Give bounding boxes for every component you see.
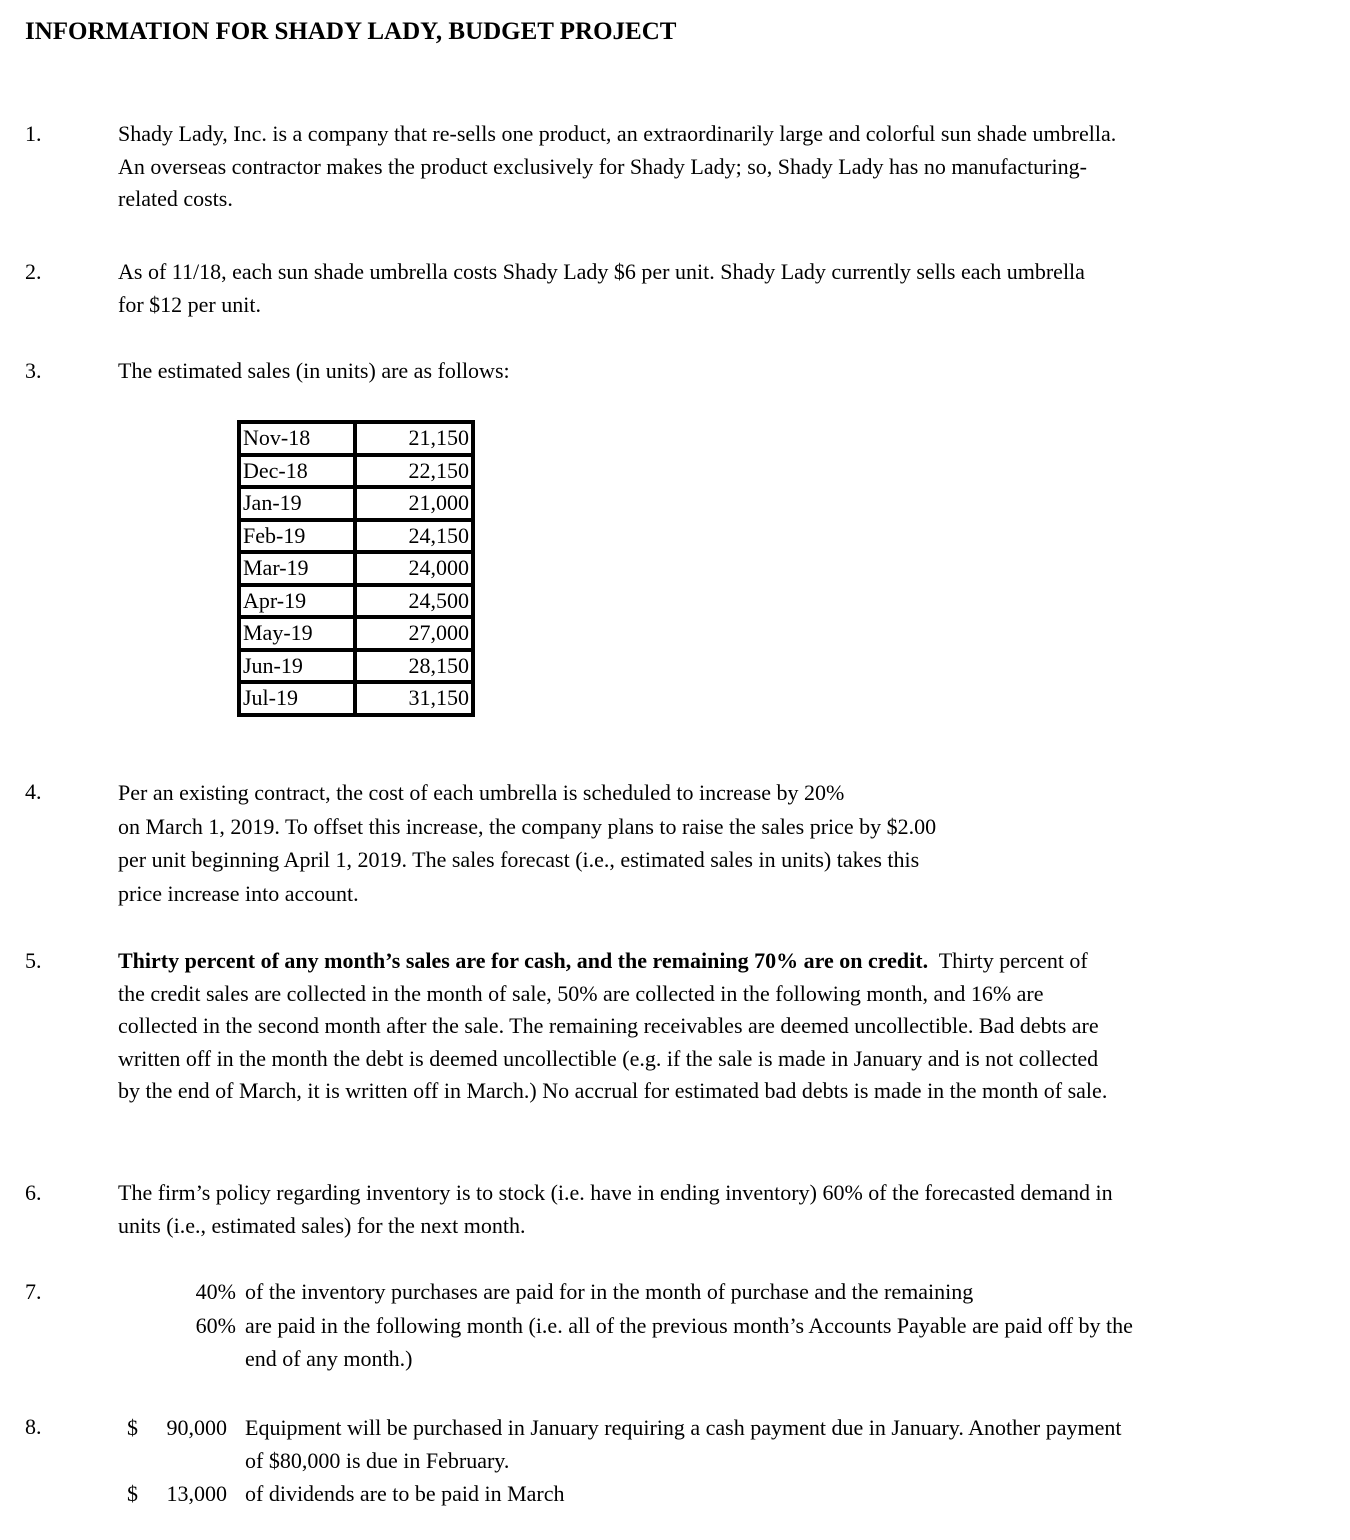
month-cell: Dec-18 <box>241 457 353 486</box>
item-7-number: 7. <box>25 1279 42 1304</box>
units-cell: 24,500 <box>357 587 471 616</box>
table-row <box>241 619 471 648</box>
item-2-line: for $12 per unit. <box>118 291 261 317</box>
item-5-line: by the end of March, it is written off in March.) No accrual for estimated bad debts is made in the month of sale. <box>118 1078 1108 1103</box>
item-4-line: per unit beginning April 1, 2019. The sales forecast (i.e., estimated sales in units) takes this <box>118 847 920 872</box>
table-row <box>241 652 471 681</box>
item-8-row <box>0 1477 1350 1510</box>
document-title: INFORMATION FOR SHADY LADY, BUDGET PROJECT <box>25 18 677 45</box>
table-row <box>241 522 471 551</box>
item-5-line: collected in the second month after the sale. The remaining receivables are deemed uncollectible. Bad debts are <box>118 1013 1099 1038</box>
item-3-text <box>118 355 510 388</box>
item-1-number: 1. <box>25 121 42 146</box>
item-1-line: An overseas contractor makes the product exclusively for Shady Lady; so, Shady Lady has no manufacturing- <box>118 153 1087 179</box>
item-4-text <box>118 776 936 910</box>
item-2-line: As of 11/18, each sun shade umbrella costs Shady Lady $6 per unit. Shady Lady currently sells each umbrella <box>118 259 1085 284</box>
month-cell: Nov-18 <box>241 424 353 453</box>
item-8-text: of dividends are to be paid in March <box>245 1481 565 1506</box>
item-7-text: are paid in the following month (i.e. all of the previous month’s Accounts Payable are paid off by the <box>245 1313 1133 1338</box>
item-8-amount: 13,000 <box>166 1481 227 1506</box>
month-cell: Jun-19 <box>241 652 353 681</box>
item-3-line: The estimated sales (in units) are as follows: <box>118 358 510 383</box>
item-4-number: 4. <box>25 779 42 804</box>
item-8-text: Equipment will be purchased in January requiring a cash payment due in January. Another payment <box>245 1415 1122 1440</box>
item-5-number: 5. <box>25 948 42 973</box>
table-row <box>241 489 471 518</box>
item-4-line: Per an existing contract, the cost of each umbrella is scheduled to increase by 20% <box>118 780 845 805</box>
item-2-number: 2. <box>25 259 42 284</box>
item-4-line: price increase into account. <box>118 880 359 906</box>
item-6-number: 6. <box>25 1180 42 1205</box>
units-cell: 22,150 <box>357 457 471 486</box>
month-cell: May-19 <box>241 619 353 648</box>
table-row <box>241 684 471 713</box>
item-8-amount: 90,000 <box>166 1415 227 1440</box>
month-cell: Jul-19 <box>241 684 353 713</box>
month-cell: Jan-19 <box>241 489 353 518</box>
month-cell: Feb-19 <box>241 522 353 551</box>
table-row <box>241 554 471 583</box>
item-1-line: Shady Lady, Inc. is a company that re-sells one product, an extraordinarily large and colorful sun shade umbrella. <box>118 121 1117 146</box>
item-1-line: related costs. <box>118 186 233 211</box>
item-1-text <box>118 118 1116 216</box>
item-6-line: units (i.e., estimated sales) for the next month. <box>118 1212 526 1238</box>
month-cell: Apr-19 <box>241 587 353 616</box>
item-5-line: the credit sales are collected in the month of sale, 50% are collected in the following month, and 16% are <box>118 980 1044 1006</box>
units-cell: 24,150 <box>357 522 471 551</box>
item-7-percent: 60% <box>195 1313 236 1338</box>
item-4-line: on March 1, 2019. To offset this increase, the company plans to raise the sales price by $2.00 <box>118 813 937 839</box>
units-cell: 28,150 <box>357 652 471 681</box>
item-7-row <box>0 1343 1350 1375</box>
item-8-number: 8. <box>25 1414 42 1439</box>
item-8-row <box>0 1411 1350 1444</box>
item-7-percent: 40% <box>195 1279 236 1304</box>
item-5-bold-lead: Thirty percent of any month’s sales are for cash, and the remaining 70% are on credit. <box>118 948 929 973</box>
item-7-row <box>0 1310 1350 1342</box>
currency-symbol: $ <box>127 1415 138 1440</box>
item-5-first-line <box>118 945 1107 978</box>
item-5-text <box>118 945 1107 1108</box>
item-5-line: written off in the month the debt is deemed uncollectible (e.g. if the sale is made in January and is not collected <box>118 1045 1099 1071</box>
item-5-first-line-rest: Thirty percent of <box>928 948 1088 973</box>
item-6-line: The firm’s policy regarding inventory is to stock (i.e. have in ending inventory) 60% of the forecasted demand in <box>118 1180 1113 1205</box>
item-8-text: of $80,000 is due in February. <box>245 1448 510 1473</box>
item-8-row <box>0 1444 1350 1477</box>
units-cell: 31,150 <box>357 684 471 713</box>
table-row <box>241 587 471 616</box>
currency-symbol: $ <box>127 1481 138 1506</box>
units-cell: 27,000 <box>357 619 471 648</box>
table-row <box>241 457 471 486</box>
estimated-sales-table <box>237 420 475 717</box>
units-cell: 21,000 <box>357 489 471 518</box>
item-7-text: end of any month.) <box>245 1346 413 1371</box>
item-6-text <box>118 1177 1113 1242</box>
month-cell: Mar-19 <box>241 554 353 583</box>
units-cell: 24,000 <box>357 554 471 583</box>
item-7-row <box>0 1276 1350 1308</box>
item-7-text: of the inventory purchases are paid for in the month of purchase and the remaining <box>245 1279 974 1304</box>
units-cell: 21,150 <box>357 424 471 453</box>
item-3-number: 3. <box>25 358 42 383</box>
item-2-text <box>118 256 1085 321</box>
table-row <box>241 424 471 453</box>
